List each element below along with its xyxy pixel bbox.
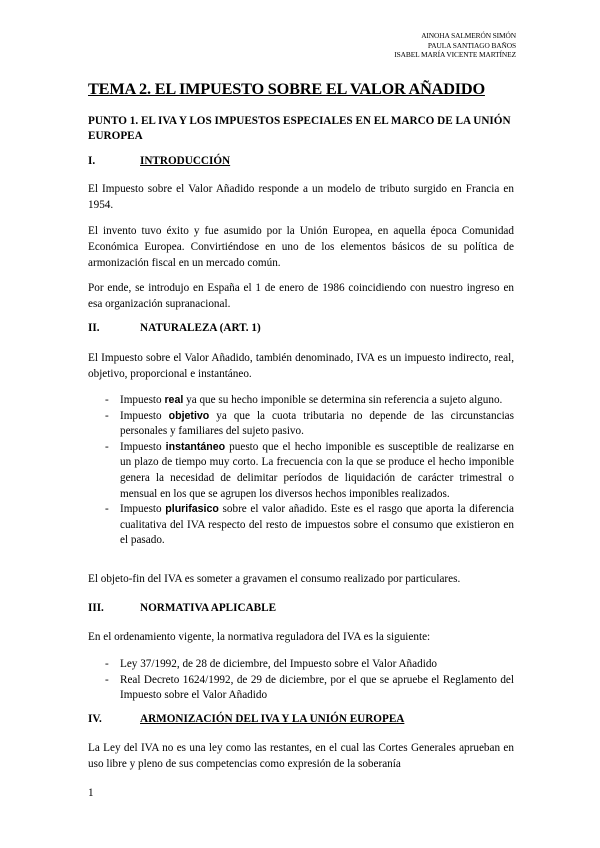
section-heading-normativa bbox=[88, 602, 276, 614]
paragraph: La Ley del IVA no es una ley como las restantes, en el cual las Cortes Generales aprueban en uso libre y pleno de sus competencias como expresión de la soberanía bbox=[88, 742, 514, 770]
authors-block bbox=[394, 31, 516, 60]
bold-term: objetivo bbox=[168, 409, 210, 422]
author-name: AINOHA SALMERÓN SIMÓN bbox=[421, 31, 516, 40]
list-item: - Real Decreto 1624/1992, de 29 de diciembre, por el que se apruebe el Reglamento del Impuesto sobre el Valor Añadido bbox=[105, 673, 514, 702]
punto-heading: PUNTO 1. EL IVA Y LOS IMPUESTOS ESPECIALES EN EL MARCO DE LA UNIÓN EUROPEA bbox=[88, 115, 511, 142]
list-item: - Impuesto plurifasico sobre el valor añadido. Este es el rasgo que aporta la diferencia cualitativa del IVA respecto del resto de impuestos sobre el consumo que existieron en el pasado. bbox=[105, 503, 514, 547]
section-title: NORMATIVA APLICABLE bbox=[140, 602, 277, 614]
page-number: 1 bbox=[88, 787, 94, 799]
list-item: - Impuesto real ya que su hecho imponible se determina sin referencia a sujeto alguno. bbox=[88, 393, 514, 409]
list-marker: - bbox=[105, 673, 109, 686]
document-title: TEMA 2. EL IMPUESTO SOBRE EL VALOR AÑADIDO bbox=[88, 79, 485, 98]
section-number: III. bbox=[88, 602, 104, 614]
bold-term: plurifasico bbox=[165, 503, 219, 516]
section-title: ARMONIZACIÓN DEL IVA Y LA UNIÓN EUROPEA bbox=[140, 713, 405, 725]
list-marker: - bbox=[105, 440, 109, 453]
paragraph: En el ordenamiento vigente, la normativa reguladora del IVA es la siguiente: bbox=[88, 631, 431, 643]
list-item: - Impuesto instantáneo puesto que el hecho imponible es susceptible de realizarse en un plazo de tiempo muy corto. La frecuencia con la que se produce el hecho imponible genera la necesidad de delimitar períodos de liquidación de carácter trimestral o mensual en los que se agrupen los diversos hechos imponibles realizados. bbox=[105, 440, 514, 500]
section-number: I. bbox=[88, 155, 96, 167]
normativa-list bbox=[88, 657, 514, 704]
paragraph: El objeto-fin del IVA es someter a gravamen el consumo realizado por particulares. bbox=[88, 573, 461, 585]
paragraph: El Impuesto sobre el Valor Añadido responde a un modelo de tributo surgido en Francia en 1954. bbox=[88, 183, 514, 211]
author-name: PAULA SANTIAGO BAÑOS bbox=[427, 40, 516, 50]
bold-term: real bbox=[164, 394, 184, 406]
section-heading-naturaleza bbox=[88, 322, 261, 334]
naturaleza-list bbox=[88, 393, 514, 549]
list-marker: - bbox=[105, 394, 109, 406]
section-heading-armonizacion bbox=[88, 713, 404, 725]
list-item: - Impuesto objetivo ya que la cuota tributaria no depende de las circunstancias personales y familiares del sujeto pasivo. bbox=[105, 409, 514, 438]
list-marker: - bbox=[105, 658, 109, 670]
section-number: II. bbox=[88, 322, 100, 334]
section-number: IV. bbox=[88, 713, 102, 725]
paragraph: El invento tuvo éxito y fue asumido por la Unión Europea, en aquella época Comunidad Económica Europea. Convirtiéndose en uno de los elementos básicos de su política de armonización fiscal en un mercado común. bbox=[88, 225, 514, 269]
section-title: INTRODUCCIÓN bbox=[140, 155, 231, 167]
paragraph: El Impuesto sobre el Valor Añadido, también denominado, IVA es un impuesto indirecto, real, objetivo, proporcional e instantáneo. bbox=[88, 352, 514, 380]
section-heading-introduccion bbox=[88, 155, 230, 167]
author-name: ISABEL MARÍA VICENTE MARTÍNEZ bbox=[394, 50, 516, 60]
bold-term: instantáneo bbox=[165, 440, 226, 453]
list-item: - Ley 37/1992, de 28 de diciembre, del Impuesto sobre el Valor Añadido bbox=[88, 657, 514, 673]
list-marker: - bbox=[105, 409, 109, 422]
section-title: NATURALEZA (ART. 1) bbox=[140, 322, 261, 334]
paragraph: Por ende, se introdujo en España el 1 de enero de 1986 coincidiendo con nuestro ingreso en esa organización supranacional. bbox=[88, 282, 514, 310]
list-marker: - bbox=[105, 503, 109, 516]
